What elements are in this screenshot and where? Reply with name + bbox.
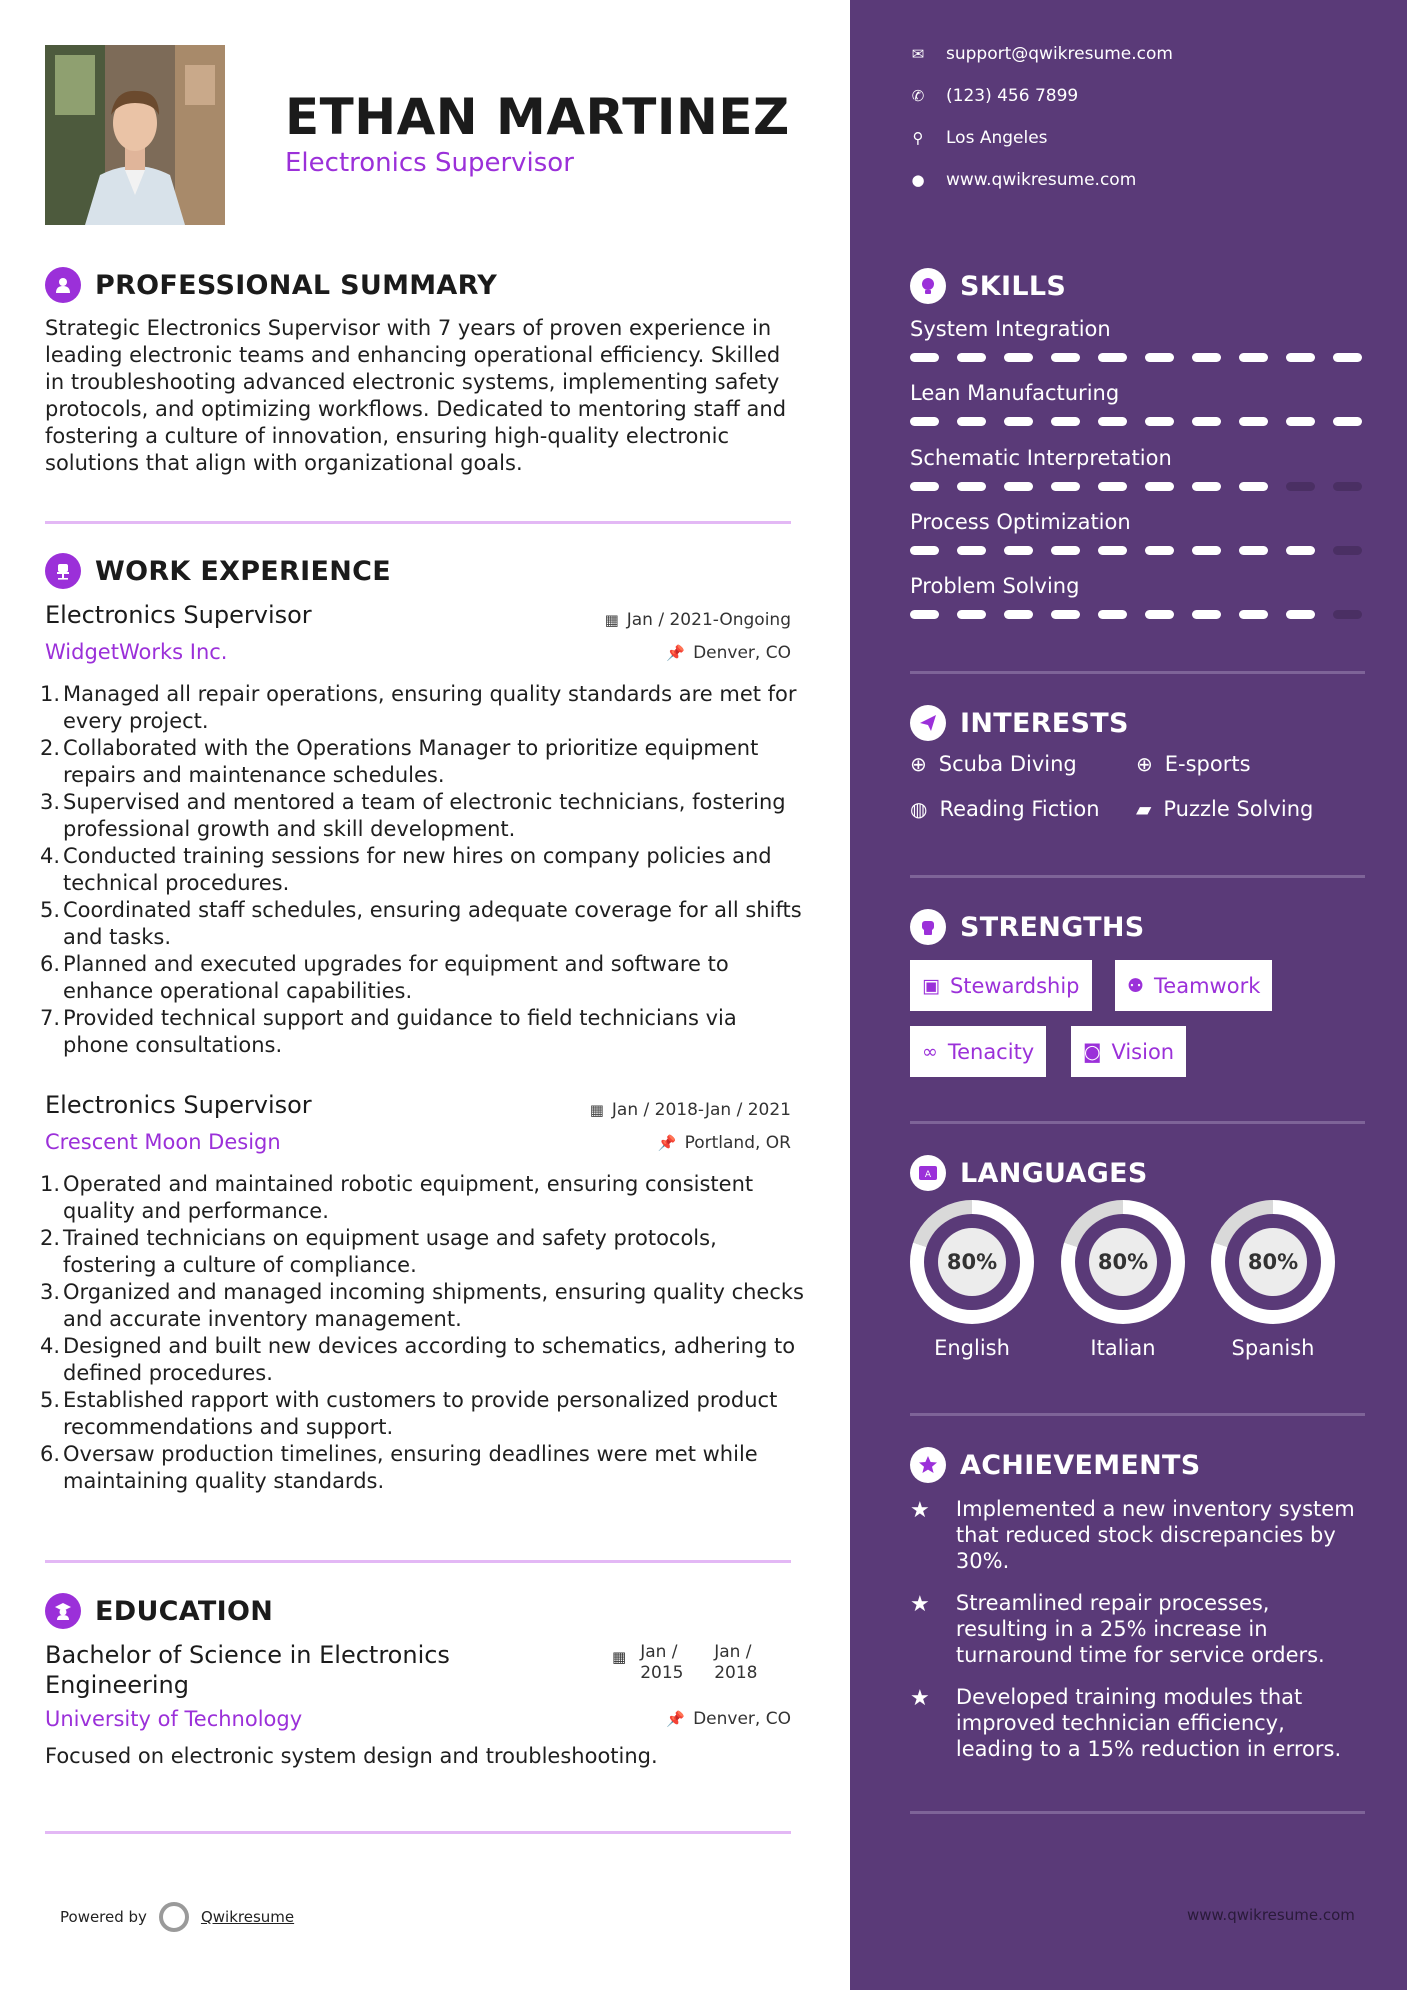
job-duties-list <box>45 681 805 1059</box>
strength-tag <box>910 1026 1046 1077</box>
skill-level-segment <box>1333 353 1362 362</box>
powered-by-label: Powered by <box>60 1908 147 1926</box>
achievement-item <box>910 1496 1365 1574</box>
sidebar-divider <box>910 671 1365 674</box>
skill-level-segment <box>1098 482 1127 491</box>
calendar-icon: ▦ <box>589 1101 604 1119</box>
skill-level-segment <box>957 417 986 426</box>
users-icon: ⚉ <box>1127 974 1145 997</box>
user-icon <box>45 267 81 303</box>
skill-level-segment <box>1098 610 1127 619</box>
skill-level-bar <box>910 610 1365 619</box>
duty-item: Supervised and mentored a team of electronic technicians, fostering professional growth and skill development. <box>63 790 786 841</box>
skill-level-segment <box>1098 353 1127 362</box>
education-heading <box>45 1593 273 1629</box>
achievement-text: Implemented a new inventory system that reduced stock discrepancies by 30%. <box>955 1497 1355 1573</box>
skill-level-segment <box>1051 353 1080 362</box>
skill-level-segment <box>1004 353 1033 362</box>
skill-level-segment <box>910 353 939 362</box>
skills-heading <box>910 268 1066 304</box>
job-location <box>666 643 791 663</box>
skill-level-segment <box>1239 353 1268 362</box>
achievement-item <box>910 1590 1365 1668</box>
achievement-text: Developed training modules that improved technician efficiency, leading to a 15% reduction in errors. <box>955 1685 1342 1761</box>
star-icon: ★ <box>910 1686 930 1711</box>
map-marker-icon: ⚲ <box>912 129 924 147</box>
skill-level-segment <box>1192 353 1221 362</box>
duty-item: Provided technical support and guidance to field technicians via phone consultations. <box>63 1006 737 1057</box>
star-icon <box>910 1447 946 1483</box>
skill-level-segment <box>1051 417 1080 426</box>
education-end: Jan / 2018 <box>714 1642 758 1683</box>
interest-item <box>1136 797 1313 821</box>
life-ring-icon: ⊕ <box>910 752 927 776</box>
duty-item: Operated and maintained robotic equipment, ensuring consistent quality and performance. <box>63 1172 754 1223</box>
skill-name: System Integration <box>910 317 1111 341</box>
skill-level-segment <box>1051 546 1080 555</box>
skill-level-segment <box>1192 610 1221 619</box>
job-title: Electronics Supervisor <box>45 601 312 629</box>
skill-level-segment <box>910 610 939 619</box>
contact-phone-text: (123) 456 7899 <box>946 86 1079 106</box>
skill-level-segment <box>1239 546 1268 555</box>
skill-level-bar <box>910 417 1365 426</box>
qwikresume-logo-icon <box>159 1902 189 1932</box>
duty-item: Coordinated staff schedules, ensuring adequate coverage for all shifts and tasks. <box>63 898 802 949</box>
duty-item: Conducted training sessions for new hires on company policies and technical procedures. <box>63 844 772 895</box>
skill-name: Lean Manufacturing <box>910 381 1120 405</box>
duty-item: Managed all repair operations, ensuring quality standards are met for every project. <box>63 682 797 733</box>
skill-level-segment <box>1333 546 1362 555</box>
language-name: Italian <box>1090 1336 1156 1360</box>
interest-item <box>1136 752 1251 776</box>
pin-icon: 📌 <box>657 1134 677 1152</box>
skill-level-segment <box>1004 610 1033 619</box>
interest-label: E-sports <box>1164 752 1251 776</box>
duty-item: Designed and built new devices according to schematics, adhering to defined procedures. <box>63 1334 796 1385</box>
envelope-icon: ✉ <box>911 45 925 63</box>
skill-item <box>910 574 1365 619</box>
skill-level-segment <box>1051 482 1080 491</box>
strength-label: Vision <box>1111 1039 1175 1064</box>
sidebar-divider <box>910 1121 1365 1124</box>
contact-email[interactable] <box>910 44 1173 64</box>
skill-level-segment <box>1286 417 1315 426</box>
calendar-icon: ▦ <box>604 611 619 629</box>
job-dates <box>605 610 791 630</box>
skill-level-segment <box>1286 482 1315 491</box>
pin-icon: 📌 <box>666 1710 686 1728</box>
skill-level-segment <box>957 546 986 555</box>
summary-heading <box>45 267 497 303</box>
powered-by <box>60 1902 294 1932</box>
duty-item: Trained technicians on equipment usage and safety protocols, fostering a culture of compliance. <box>63 1226 717 1277</box>
interest-label: Scuba Diving <box>938 752 1077 776</box>
skill-level-segment <box>1145 417 1174 426</box>
job-company: Crescent Moon Design <box>45 1130 281 1154</box>
skill-item <box>910 446 1365 491</box>
star-icon: ★ <box>910 1592 930 1617</box>
calendar-icon: ▦ <box>612 1648 627 1666</box>
sidebar-divider <box>910 1413 1365 1416</box>
qwikresume-link[interactable]: Qwikresume <box>200 1908 295 1926</box>
globe-icon: ● <box>911 171 925 189</box>
skill-level-segment <box>1051 610 1080 619</box>
job-duties-list <box>45 1171 805 1495</box>
job-location-text: Denver, CO <box>693 643 791 663</box>
education-location <box>666 1709 791 1729</box>
lightbulb-icon <box>910 268 946 304</box>
strength-tag <box>910 960 1092 1011</box>
contact-location-text: Los Angeles <box>946 128 1048 148</box>
degree-title: Bachelor of Science in Electronics Engineering <box>45 1641 450 1699</box>
fist-icon <box>910 909 946 945</box>
job-dates <box>590 1100 791 1120</box>
contact-website[interactable] <box>910 170 1136 190</box>
skill-level-bar <box>910 482 1365 491</box>
skill-level-segment <box>1004 482 1033 491</box>
skill-level-segment <box>1004 417 1033 426</box>
skill-name: Schematic Interpretation <box>910 446 1172 470</box>
skill-level-segment <box>1239 417 1268 426</box>
paper-plane-icon <box>910 705 946 741</box>
briefcase-icon: ▣ <box>922 974 940 997</box>
skill-level-segment <box>1145 353 1174 362</box>
graduate-icon <box>45 1593 81 1629</box>
skill-level-segment <box>1145 546 1174 555</box>
education-heading-label: EDUCATION <box>95 1595 274 1627</box>
language-name: Spanish <box>1231 1336 1315 1360</box>
skill-level-segment <box>957 353 986 362</box>
footer-website[interactable]: www.qwikresume.com <box>1187 1906 1355 1924</box>
job-location-text: Portland, OR <box>684 1133 791 1153</box>
language-item <box>910 1200 1034 1360</box>
strengths-heading-label: STRENGTHS <box>960 911 1145 943</box>
education-start: Jan / 2015 <box>640 1642 684 1683</box>
interest-label: Puzzle Solving <box>1163 797 1314 821</box>
contact-location <box>910 128 1048 148</box>
pin-icon: 📌 <box>666 644 686 662</box>
job-dates-text: Jan / 2018-Jan / 2021 <box>611 1100 791 1120</box>
language-ring <box>910 1200 1034 1324</box>
interest-label: Reading Fiction <box>939 797 1100 821</box>
skill-level-segment <box>910 417 939 426</box>
profile-photo <box>45 45 225 225</box>
language-percent: 80% <box>1239 1228 1307 1296</box>
sidebar-divider <box>910 875 1365 878</box>
achievement-text: Streamlined repair processes, resulting in a 25% increase in turnaround time for service orders. <box>955 1591 1325 1667</box>
skill-level-segment <box>1333 482 1362 491</box>
language-percent: 80% <box>1089 1228 1157 1296</box>
skill-level-segment <box>1239 610 1268 619</box>
binoculars-icon: ◙ <box>1083 1040 1102 1063</box>
divider <box>45 521 791 524</box>
strength-label: Teamwork <box>1154 973 1261 998</box>
duty-item: Oversaw production timelines, ensuring deadlines were met while maintaining quality standards. <box>63 1442 758 1493</box>
strength-label: Tenacity <box>947 1039 1035 1064</box>
interests-heading-label: INTERESTS <box>960 707 1129 739</box>
job-company: WidgetWorks Inc. <box>45 640 228 664</box>
duty-item: Collaborated with the Operations Manager to prioritize equipment repairs and maintenance schedules. <box>63 736 759 787</box>
interest-item <box>910 797 1100 821</box>
contact-phone[interactable] <box>910 86 1078 106</box>
skill-level-segment <box>910 482 939 491</box>
language-name: English <box>934 1336 1010 1360</box>
summary-heading-label: PROFESSIONAL SUMMARY <box>95 269 498 301</box>
star-icon: ★ <box>910 1498 930 1523</box>
skill-level-segment <box>1286 353 1315 362</box>
skill-level-segment <box>1192 417 1221 426</box>
duty-item: Organized and managed incoming shipments, ensuring quality checks and accurate inventory management. <box>63 1280 804 1331</box>
skill-level-segment <box>957 610 986 619</box>
skill-level-segment <box>957 482 986 491</box>
candidate-name: ETHAN MARTINEZ <box>285 88 790 146</box>
language-ring <box>1061 1200 1185 1324</box>
languages-heading <box>910 1155 1148 1191</box>
skill-level-segment <box>1145 610 1174 619</box>
contact-website-text: www.qwikresume.com <box>946 170 1137 190</box>
sidebar-divider <box>910 1811 1365 1814</box>
education-dates <box>612 1642 774 1684</box>
language-percent: 80% <box>938 1228 1006 1296</box>
divider <box>45 1560 791 1563</box>
skill-item <box>910 510 1365 555</box>
summary-text: Strategic Electronics Supervisor with 7 years of proven experience in leading electronic teams and enhancing operational efficiency. Skilled in troubleshooting advanced electronic systems, implementing safety protocols, and optimizing workflows. Dedicated to mentoring staff and fostering a culture of innovation, ensuring high-quality electronic solutions that align with organizational goals. <box>45 316 787 475</box>
strength-tag <box>1115 960 1272 1011</box>
job-title: Electronics Supervisor <box>45 1091 312 1119</box>
skill-level-segment <box>1333 610 1362 619</box>
skill-level-segment <box>1098 546 1127 555</box>
strength-label: Stewardship <box>949 973 1080 998</box>
skills-heading-label: SKILLS <box>960 270 1067 302</box>
experience-heading <box>45 553 391 589</box>
skill-level-segment <box>1286 610 1315 619</box>
skill-level-segment <box>1192 482 1221 491</box>
skill-level-segment <box>1004 546 1033 555</box>
skill-level-bar <box>910 353 1365 362</box>
interest-item <box>910 752 1077 776</box>
skill-level-segment <box>1239 482 1268 491</box>
language-icon <box>910 1155 946 1191</box>
skill-level-segment <box>1192 546 1221 555</box>
duty-item: Planned and executed upgrades for equipment and software to enhance operational capabilities. <box>63 952 729 1003</box>
link-icon: ∞ <box>922 1040 938 1063</box>
language-item <box>1061 1200 1185 1360</box>
job-location <box>658 1133 791 1153</box>
skill-name: Problem Solving <box>910 574 1080 598</box>
skill-level-segment <box>910 546 939 555</box>
book-icon: ▰ <box>1136 797 1152 821</box>
skill-level-segment <box>1098 417 1127 426</box>
skill-item <box>910 317 1365 362</box>
education-location-text: Denver, CO <box>693 1709 791 1729</box>
life-ring-icon: ⊕ <box>1136 752 1153 776</box>
achievements-heading <box>910 1447 1201 1483</box>
gamepad-icon: ◍ <box>910 797 928 821</box>
chair-icon <box>45 553 81 589</box>
skill-level-segment <box>1286 546 1315 555</box>
language-ring <box>1211 1200 1335 1324</box>
skill-name: Process Optimization <box>910 510 1131 534</box>
strengths-heading <box>910 909 1145 945</box>
job-dates-text: Jan / 2021-Ongoing <box>626 610 791 630</box>
language-item <box>1211 1200 1335 1360</box>
achievements-heading-label: ACHIEVEMENTS <box>960 1449 1201 1481</box>
languages-heading-label: LANGUAGES <box>960 1157 1148 1189</box>
skill-level-segment <box>1333 417 1362 426</box>
candidate-title: Electronics Supervisor <box>285 148 574 178</box>
education-description: Focused on electronic system design and troubleshooting. <box>45 1744 658 1768</box>
skill-item <box>910 381 1365 426</box>
phone-icon: ✆ <box>911 87 925 105</box>
divider <box>45 1831 791 1834</box>
skill-level-bar <box>910 546 1365 555</box>
duty-item: Established rapport with customers to provide personalized product recommendations and support. <box>63 1388 778 1439</box>
svg-text:A: A <box>924 1170 932 1180</box>
experience-heading-label: WORK EXPERIENCE <box>95 555 391 587</box>
achievement-item <box>910 1684 1365 1762</box>
skill-level-segment <box>1145 482 1174 491</box>
strength-tag <box>1071 1026 1186 1077</box>
school-name: University of Technology <box>45 1707 303 1731</box>
contact-email-text: support@qwikresume.com <box>946 44 1173 64</box>
interests-heading <box>910 705 1129 741</box>
